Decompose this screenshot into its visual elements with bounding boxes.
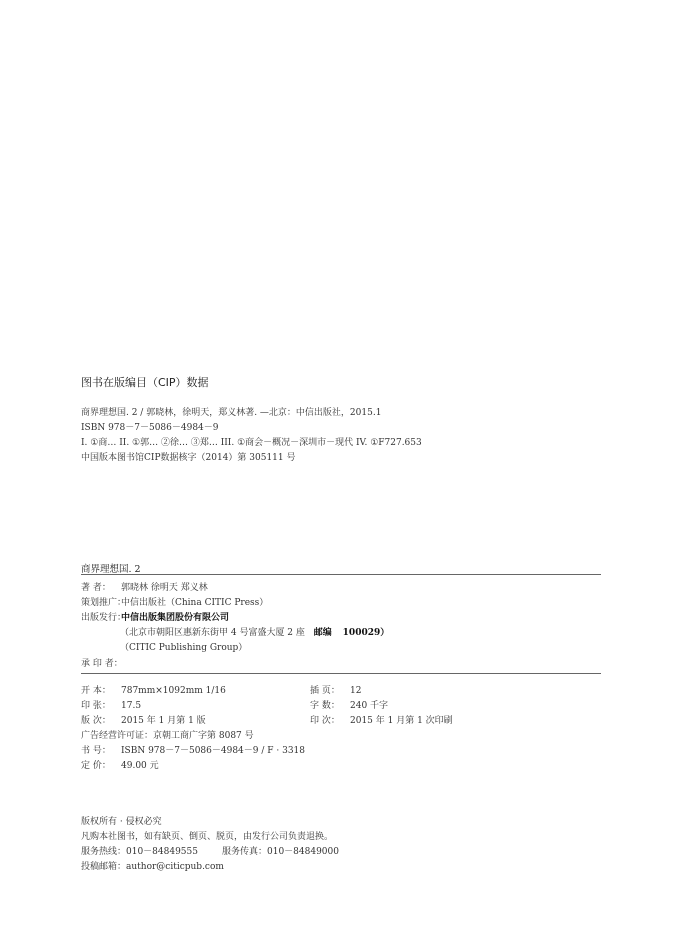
planning-row <box>81 595 268 608</box>
ad-license-line: 广告经营许可证：京朝工商广字第 8087 号 <box>81 731 254 741</box>
author-value: 郭晓林 徐明天 郑义林 <box>121 583 208 593</box>
sheets-row <box>81 698 141 711</box>
contact-line <box>81 844 339 857</box>
publisher-label: 出版发行： <box>81 613 127 623</box>
printing-label: 印 次： <box>310 716 340 726</box>
word-count-value: 240 千字 <box>350 701 389 711</box>
plates-label: 插 页： <box>310 686 340 696</box>
isbn-value: ISBN 978－7－5086－4984－9 / F · 3318 <box>121 746 305 756</box>
return-policy-notice: 凡购本社图书，如有缺页、倒页、脱页，由发行公司负责退换。 <box>81 832 334 842</box>
edition-row <box>81 713 206 726</box>
isbn-label: 书 号： <box>81 746 111 756</box>
format-value: 787mm×1092mm 1/16 <box>121 686 226 696</box>
word-count-row <box>310 698 388 711</box>
sheets-label: 印 张： <box>81 701 111 711</box>
service-fax: 服务传真：010－84849000 <box>222 847 339 857</box>
cip-record-number-line: 中国版本图书馆CIP数据核字（2014）第 305111 号 <box>81 453 296 463</box>
cip-classification-line: I. ①商… II. ①郭… ②徐… ③郑… III. ①商会－概况－深圳市－现代 IV. ①F727.653 <box>81 438 422 448</box>
edition-value: 2015 年 1 月第 1 版 <box>121 716 206 726</box>
printing-value: 2015 年 1 月第 1 次印刷 <box>350 716 453 726</box>
format-row <box>81 683 226 696</box>
publishing-group-line: （CITIC Publishing Group） <box>120 643 248 653</box>
planning-label: 策划推广： <box>81 598 127 608</box>
divider-rule-top <box>81 574 601 575</box>
word-count-label: 字 数： <box>310 701 340 711</box>
price-value: 49.00 元 <box>121 761 159 771</box>
printer-row <box>81 656 121 669</box>
publisher-address-row <box>120 625 389 638</box>
planning-value: 中信出版社（China CITIC Press） <box>121 598 269 608</box>
author-label: 著 者： <box>81 583 111 593</box>
author-row <box>81 580 208 593</box>
submission-email: 投稿邮箱：author@citicpub.com <box>81 862 224 872</box>
cip-bibliographic-line: 商界理想国. 2 / 郭晓林，徐明天，郑义林著. —北京：中信出版社，2015.1 <box>81 408 382 418</box>
publisher-address: （北京市朝阳区惠新东街甲 4 号富盛大厦 2 座 <box>120 628 305 638</box>
sheets-value: 17.5 <box>121 701 142 711</box>
price-row <box>81 758 159 771</box>
edition-label: 版 次： <box>81 716 111 726</box>
copyright-notice: 版权所有 · 侵权必究 <box>81 817 162 827</box>
format-label: 开 本： <box>81 686 111 696</box>
cip-heading: 图书在版编目（CIP）数据 <box>81 376 209 389</box>
isbn-row <box>81 743 305 756</box>
plates-value: 12 <box>350 686 362 696</box>
service-hotline: 服务热线：010－84849555 <box>81 847 198 857</box>
publisher-row <box>81 610 229 623</box>
printing-row <box>310 713 453 726</box>
cip-isbn-line: ISBN 978－7－5086－4984－9 <box>81 423 219 433</box>
book-title: 商界理想国. 2 <box>81 564 141 575</box>
price-label: 定 价： <box>81 761 111 771</box>
plates-row <box>310 683 361 696</box>
postcode-label: 邮编 <box>313 628 332 638</box>
divider-rule-bottom <box>81 673 601 674</box>
publisher-value: 中信出版集团股份有限公司 <box>121 613 230 623</box>
postcode-value: 100029） <box>342 628 390 638</box>
printer-label: 承 印 者： <box>81 659 123 669</box>
